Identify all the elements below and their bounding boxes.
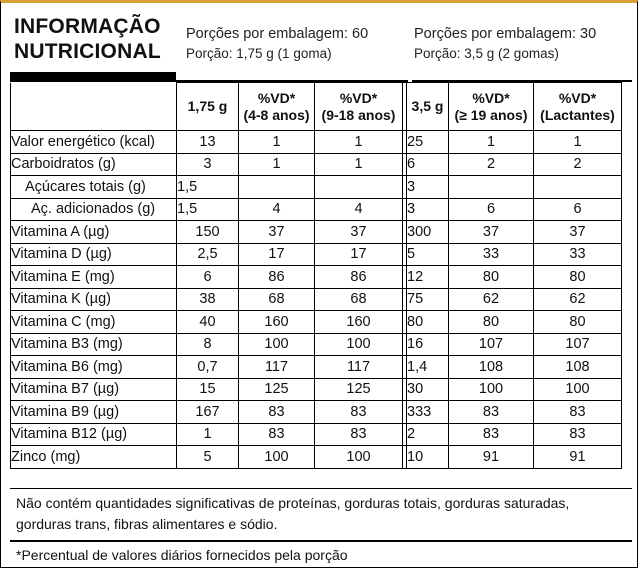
header-vd-4-8 bbox=[239, 83, 315, 131]
amount-portion-a: 0,7 bbox=[177, 356, 239, 379]
vd-9-18 bbox=[315, 176, 403, 199]
vd-4-8: 1 bbox=[239, 131, 315, 154]
vd-4-8: 83 bbox=[239, 401, 315, 424]
amount-portion-b: 5 bbox=[407, 243, 449, 266]
vd-4-8: 100 bbox=[239, 333, 315, 356]
amount-portion-b: 75 bbox=[407, 288, 449, 311]
amount-portion-a: 1 bbox=[177, 423, 239, 446]
title-line-1: INFORMAÇÃO bbox=[14, 15, 161, 38]
nutrient-label: Carboidratos (g) bbox=[11, 153, 177, 176]
portion-size-a: Porção: 1,75 g (1 goma) bbox=[186, 46, 332, 61]
amount-portion-b: 30 bbox=[407, 378, 449, 401]
vd-adults: 6 bbox=[449, 198, 534, 221]
vd-9-18: 86 bbox=[315, 266, 403, 289]
amount-portion-a: 8 bbox=[177, 333, 239, 356]
vd-9-18: 83 bbox=[315, 423, 403, 446]
header-vd-group: (9-18 anos) bbox=[321, 106, 396, 123]
header-vd-label: %VD* bbox=[472, 89, 510, 106]
vd-lactating: 107 bbox=[534, 333, 622, 356]
amount-portion-b: 300 bbox=[407, 221, 449, 244]
vd-4-8: 1 bbox=[239, 153, 315, 176]
vd-adults: 80 bbox=[449, 311, 534, 334]
table-row bbox=[11, 423, 622, 446]
table-row bbox=[11, 356, 622, 379]
vd-adults bbox=[449, 176, 534, 199]
nutrient-label: Açúcares totais (g) bbox=[11, 176, 177, 199]
vd-9-18: 160 bbox=[315, 311, 403, 334]
header-vd-9-18 bbox=[315, 83, 403, 131]
amount-portion-b: 25 bbox=[407, 131, 449, 154]
nutrient-label: Vitamina B12 (µg) bbox=[11, 423, 177, 446]
nutrient-label: Vitamina D (µg) bbox=[11, 243, 177, 266]
nutrient-label: Vitamina B7 (µg) bbox=[11, 378, 177, 401]
amount-portion-b: 6 bbox=[407, 153, 449, 176]
header-black-bar bbox=[10, 72, 176, 82]
header-vd-group: (≥ 19 anos) bbox=[454, 106, 528, 123]
table-header-row bbox=[11, 83, 622, 131]
vd-9-18: 4 bbox=[315, 198, 403, 221]
vd-4-8: 86 bbox=[239, 266, 315, 289]
amount-portion-a: 2,5 bbox=[177, 243, 239, 266]
vd-lactating: 100 bbox=[534, 378, 622, 401]
vd-9-18: 100 bbox=[315, 446, 403, 469]
vd-9-18: 37 bbox=[315, 221, 403, 244]
vd-adults: 83 bbox=[449, 401, 534, 424]
amount-portion-a: 150 bbox=[177, 221, 239, 244]
table-row bbox=[11, 131, 622, 154]
vd-adults: 91 bbox=[449, 446, 534, 469]
table-row bbox=[11, 198, 622, 221]
vd-adults: 62 bbox=[449, 288, 534, 311]
header-vd-label: %VD* bbox=[339, 89, 378, 106]
vd-9-18: 1 bbox=[315, 131, 403, 154]
table-row bbox=[11, 221, 622, 244]
servings-per-package-a: Porções por embalagem: 60 bbox=[186, 26, 369, 42]
table-row bbox=[11, 288, 622, 311]
table-row bbox=[11, 243, 622, 266]
vd-adults: 2 bbox=[449, 153, 534, 176]
header-vd-group: (4-8 anos) bbox=[243, 106, 310, 123]
vd-lactating: 37 bbox=[534, 221, 622, 244]
amount-portion-a: 6 bbox=[177, 266, 239, 289]
vd-4-8: 17 bbox=[239, 243, 315, 266]
nutrient-label: Aç. adicionados (g) bbox=[11, 198, 177, 221]
vd-9-18: 125 bbox=[315, 378, 403, 401]
header-portion-b: 3,5 g bbox=[407, 83, 449, 131]
vd-4-8: 117 bbox=[239, 356, 315, 379]
table-row bbox=[11, 378, 622, 401]
serving-info-a bbox=[186, 24, 368, 64]
footnote-main: Não contém quantidades significativas de proteínas, gorduras totais, gorduras saturadas, gorduras trans, fibras alimentares e sódio. bbox=[10, 488, 632, 541]
vd-4-8: 125 bbox=[239, 378, 315, 401]
vd-lactating: 108 bbox=[534, 356, 622, 379]
vd-adults: 100 bbox=[449, 378, 534, 401]
vd-lactating: 83 bbox=[534, 423, 622, 446]
amount-portion-b: 10 bbox=[407, 446, 449, 469]
title-line-2: NUTRICIONAL bbox=[14, 40, 161, 63]
vd-lactating: 2 bbox=[534, 153, 622, 176]
amount-portion-b: 3 bbox=[407, 176, 449, 199]
vd-4-8: 100 bbox=[239, 446, 315, 469]
amount-portion-a: 5 bbox=[177, 446, 239, 469]
header-vd-lactating bbox=[534, 83, 622, 131]
table-row bbox=[11, 266, 622, 289]
vd-lactating: 62 bbox=[534, 288, 622, 311]
vd-4-8: 160 bbox=[239, 311, 315, 334]
header-vd-group: (Lactantes) bbox=[540, 106, 615, 123]
vd-adults: 80 bbox=[449, 266, 534, 289]
vd-4-8 bbox=[239, 176, 315, 199]
table-body bbox=[11, 131, 622, 469]
vd-adults: 33 bbox=[449, 243, 534, 266]
vd-4-8: 4 bbox=[239, 198, 315, 221]
amount-portion-a: 13 bbox=[177, 131, 239, 154]
servings-per-package-b: Porções por embalagem: 30 bbox=[414, 26, 597, 42]
vd-9-18: 68 bbox=[315, 288, 403, 311]
vd-adults: 107 bbox=[449, 333, 534, 356]
nutrient-label: Vitamina K (µg) bbox=[11, 288, 177, 311]
vd-lactating: 6 bbox=[534, 198, 622, 221]
nutrient-label: Vitamina E (mg) bbox=[11, 266, 177, 289]
vd-4-8: 83 bbox=[239, 423, 315, 446]
label-title bbox=[14, 14, 184, 64]
table-row bbox=[11, 176, 622, 199]
table-row bbox=[11, 401, 622, 424]
table-row bbox=[11, 333, 622, 356]
vd-adults: 1 bbox=[449, 131, 534, 154]
amount-portion-a: 1,5 bbox=[177, 176, 239, 199]
vd-9-18: 117 bbox=[315, 356, 403, 379]
nutrition-table bbox=[10, 82, 622, 469]
vd-adults: 83 bbox=[449, 423, 534, 446]
serving-info-b bbox=[414, 24, 596, 64]
amount-portion-a: 1,5 bbox=[177, 198, 239, 221]
vd-lactating bbox=[534, 176, 622, 199]
nutrient-label: Vitamina B3 (mg) bbox=[11, 333, 177, 356]
amount-portion-b: 1,4 bbox=[407, 356, 449, 379]
amount-portion-b: 2 bbox=[407, 423, 449, 446]
header-blank-cell bbox=[11, 83, 177, 131]
vd-lactating: 33 bbox=[534, 243, 622, 266]
table-row bbox=[11, 153, 622, 176]
nutrient-label: Zinco (mg) bbox=[11, 446, 177, 469]
header-vd-label: %VD* bbox=[257, 89, 296, 106]
header-portion-a: 1,75 g bbox=[177, 83, 239, 131]
header-vd-adults bbox=[449, 83, 534, 131]
vd-lactating: 80 bbox=[534, 311, 622, 334]
vd-adults: 37 bbox=[449, 221, 534, 244]
nutrient-label: Valor energético (kcal) bbox=[11, 131, 177, 154]
table-row bbox=[11, 311, 622, 334]
amount-portion-b: 333 bbox=[407, 401, 449, 424]
amount-portion-a: 167 bbox=[177, 401, 239, 424]
vd-9-18: 83 bbox=[315, 401, 403, 424]
amount-portion-b: 3 bbox=[407, 198, 449, 221]
vd-4-8: 68 bbox=[239, 288, 315, 311]
nutrient-label: Vitamina B9 (µg) bbox=[11, 401, 177, 424]
nutrient-label: Vitamina C (mg) bbox=[11, 311, 177, 334]
vd-lactating: 91 bbox=[534, 446, 622, 469]
nutrient-label: Vitamina B6 (mg) bbox=[11, 356, 177, 379]
amount-portion-a: 38 bbox=[177, 288, 239, 311]
vd-9-18: 100 bbox=[315, 333, 403, 356]
vd-lactating: 83 bbox=[534, 401, 622, 424]
amount-portion-b: 80 bbox=[407, 311, 449, 334]
vd-adults: 108 bbox=[449, 356, 534, 379]
amount-portion-a: 15 bbox=[177, 378, 239, 401]
amount-portion-b: 16 bbox=[407, 333, 449, 356]
amount-portion-a: 40 bbox=[177, 311, 239, 334]
vd-lactating: 1 bbox=[534, 131, 622, 154]
table-row bbox=[11, 446, 622, 469]
vd-lactating: 80 bbox=[534, 266, 622, 289]
portion-size-b: Porção: 3,5 g (2 gomas) bbox=[414, 46, 559, 61]
vd-9-18: 17 bbox=[315, 243, 403, 266]
footnote-vd: *Percentual de valores diários fornecidos pela porção bbox=[10, 540, 632, 568]
vd-9-18: 1 bbox=[315, 153, 403, 176]
amount-portion-a: 3 bbox=[177, 153, 239, 176]
amount-portion-b: 12 bbox=[407, 266, 449, 289]
nutrient-label: Vitamina A (µg) bbox=[11, 221, 177, 244]
header-vd-label: %VD* bbox=[558, 89, 597, 106]
vd-4-8: 37 bbox=[239, 221, 315, 244]
